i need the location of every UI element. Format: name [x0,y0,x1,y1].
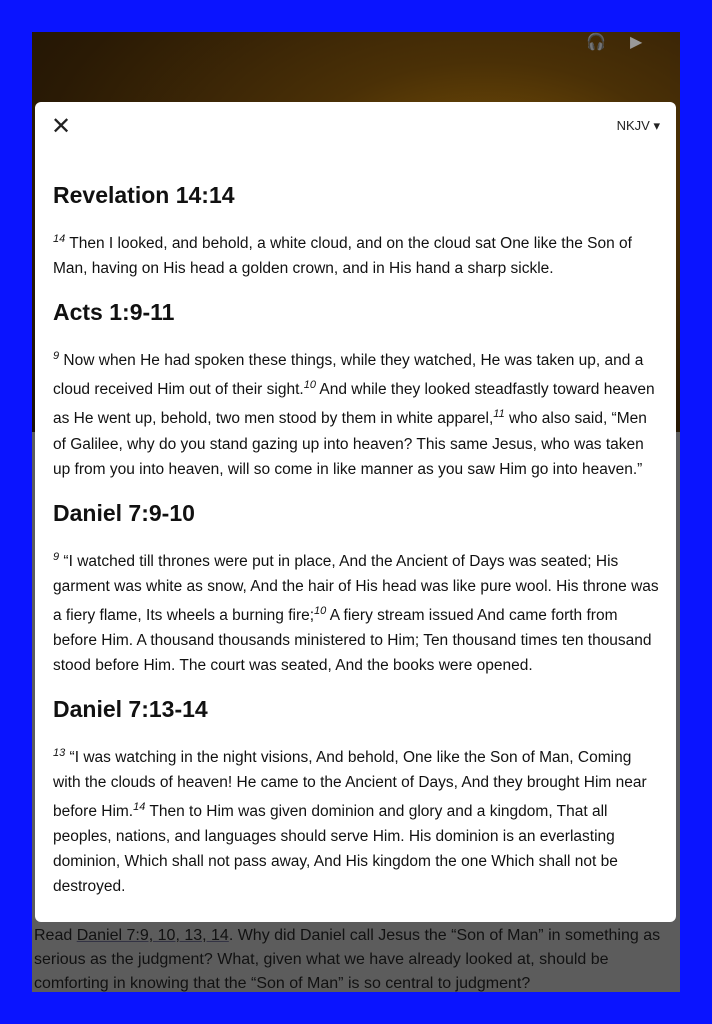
verse-number: 9 [53,350,60,363]
version-selector[interactable]: NKJV ▾ [616,118,660,133]
verse-text: Then I looked, and behold, a white cloud, and on the cloud sat One like the Son of Man, having on His head a golden crown, and in His hand a sharp sickle. [53,235,632,278]
passage-text [53,344,660,481]
passage-text [53,741,660,899]
passage-title: Daniel 7:9-10 [53,499,195,526]
scripture-content [53,182,660,917]
lesson-question: Read Daniel 7:9, 10, 13, 14. Why did Daniel call Jesus the “Son of Man” in something as serious as the judgment? What, given what we have already looked at, should be comforting in knowing that the “Son of Man” is so central to judgment? [34,927,661,992]
verse-text: “I watched till thrones were put in place, And the Ancient of Days was seated; His garment was white as snow, And the hair of His head was like pure wool. His throne was a fiery flame, Its wheels a burning fire; [53,552,659,624]
verse-text: Then to Him was given dominion and glory and a kingdom, That all peoples, nations, and languages should serve Him. His dominion is an everlasting dominion, Which shall not pass away, And His kingdom the one Which shall not be destroyed. [53,803,618,896]
verse-number: 10 [303,379,316,392]
close-icon[interactable]: ✕ [51,113,72,140]
verse-text: “I was watching in the night visions, And behold, One like the Son of Man, Coming with the clouds of heaven! He came to the Ancient of Days, And they brought Him near before Him. [53,749,647,821]
verse-number: 13 [53,746,66,759]
daniel-reference-link[interactable]: Daniel 7:9, 10, 13, 14 [76,927,229,944]
verse-number: 14 [133,801,146,814]
headphones-icon[interactable]: 🎧 [586,34,606,51]
verse-text: who also said, “Men of Galilee, why do you stand gazing up into heaven? This same Jesus, who was taken up from you into heaven, will so come in like manner as you saw Him go into heaven.” [53,410,647,478]
passage-text [53,227,660,281]
app-screen [32,32,680,992]
passage-title: Revelation 14:14 [53,182,235,208]
passage-title: Acts 1:9-11 [53,299,175,326]
verse-number: 14 [53,233,66,245]
verse-number: 11 [493,408,505,421]
passage-text [53,545,660,678]
verse-text: And while they looked steadfastly toward heaven as He went up, behold, two men stood by them in white apparel, [53,381,655,428]
verse-number: 9 [53,550,60,563]
verse-text: A fiery stream issued And came forth from before Him. A thousand thousands ministered to Him; Ten thousand times ten thousand stood before Him. The court was seated, And the books were opened. [53,606,652,674]
passage-title: Daniel 7:13-14 [53,695,208,722]
video-icon[interactable]: ▶ [630,34,643,51]
verse-number: 10 [314,604,327,617]
scripture-modal [35,102,676,922]
verse-text: Now when He had spoken these things, while they watched, He was taken up, and a cloud received Him out of their sight. [53,352,644,399]
